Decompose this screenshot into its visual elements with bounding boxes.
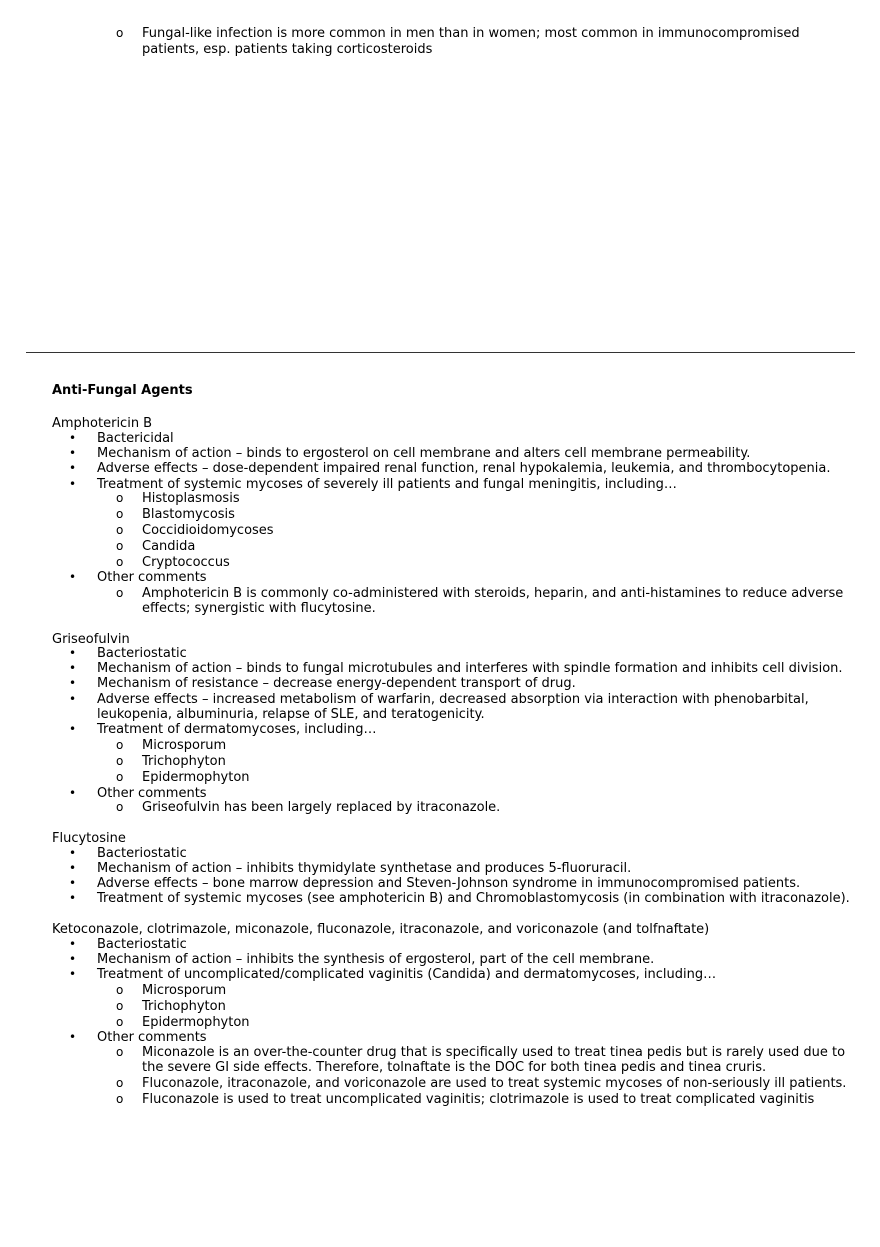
item-text: Adverse effects – bone marrow depression and Steven-Johnson syndrome in immunocompromised patients. — [97, 876, 801, 891]
bullet-icon: • — [69, 661, 77, 675]
item-text: Mechanism of action – binds to ergosterol on cell membrane and alters cell membrane permeability. — [97, 446, 751, 461]
bullet-icon: • — [69, 786, 77, 800]
item-text: Miconazole is an over-the-counter drug that is specifically used to treat tinea pedis but is rarely used due to — [142, 1045, 846, 1060]
bullet-icon: • — [69, 952, 77, 966]
circle-bullet-icon: o — [116, 800, 124, 814]
item-text: Mechanism of resistance – decrease energy-dependent transport of drug. — [97, 676, 576, 691]
item-text: Treatment of systemic mycoses of severely ill patients and fungal meningitis, including… — [97, 477, 677, 492]
item-text: Mechanism of action – inhibits thymidylate synthetase and produces 5-fluoruracil. — [97, 861, 632, 876]
item-text: Epidermophyton — [142, 1015, 250, 1030]
item-text: Treatment of systemic mycoses (see amphotericin B) and Chromoblastomycosis (in combination with itraconazole). — [97, 891, 850, 906]
circle-bullet-icon: o — [116, 1045, 124, 1059]
item-text: Bactericidal — [97, 431, 174, 446]
item-text: Griseofulvin has been largely replaced by itraconazole. — [142, 800, 501, 815]
item-text: Fluconazole, itraconazole, and voriconazole are used to treat systemic mycoses of non-seriously ill patients. — [142, 1076, 847, 1091]
bullet-icon: • — [69, 722, 77, 736]
circle-bullet-icon: o — [116, 1076, 124, 1090]
circle-bullet-icon: o — [116, 1092, 124, 1106]
bullet-icon: • — [69, 570, 77, 584]
item-text: Mechanism of action – binds to fungal microtubules and interferes with spindle formation and inhibits cell division. — [97, 661, 843, 676]
circle-bullet-icon: o — [116, 1015, 124, 1029]
circle-bullet-icon: o — [116, 983, 124, 997]
item-text: Treatment of uncomplicated/complicated vaginitis (Candida) and dermatomycoses, including… — [97, 967, 717, 982]
item-text: leukopenia, albuminuria, relapse of SLE, and teratogenicity. — [97, 707, 485, 722]
item-text: Coccidioidomycoses — [142, 523, 274, 538]
bullet-icon: • — [69, 846, 77, 860]
divider — [26, 352, 855, 353]
item-text: Candida — [142, 539, 196, 554]
circle-bullet-icon: o — [116, 507, 124, 521]
circle-bullet-icon: o — [116, 523, 124, 537]
bullet-icon: • — [69, 1030, 77, 1044]
item-text: Adverse effects – increased metabolism of warfarin, decreased absorption via interaction with phenobarbital, — [97, 692, 809, 707]
item-text: Trichophyton — [142, 999, 226, 1014]
item-text: Bacteriostatic — [97, 937, 187, 952]
bullet-icon: • — [69, 446, 77, 460]
item-text: Cryptococcus — [142, 555, 230, 570]
circle-bullet-icon: o — [116, 491, 124, 505]
item-text: Histoplasmosis — [142, 491, 240, 506]
circle-bullet-icon: o — [116, 999, 124, 1013]
item-text: Other comments — [97, 786, 207, 801]
circle-bullet-icon: o — [116, 555, 124, 569]
bullet-icon: • — [69, 431, 77, 445]
item-text: Fluconazole is used to treat uncomplicated vaginitis; clotrimazole is used to treat complicated vaginitis — [142, 1092, 815, 1107]
item-text: Bacteriostatic — [97, 646, 187, 661]
bullet-icon: • — [69, 861, 77, 875]
bullet-icon: • — [69, 477, 77, 491]
bullet-icon: • — [69, 646, 77, 660]
item-text: Microsporum — [142, 983, 227, 998]
item-text: patients, esp. patients taking corticosteroids — [142, 42, 433, 57]
bullet-icon: • — [69, 967, 77, 981]
item-text: Epidermophyton — [142, 770, 250, 785]
item-text: Adverse effects – dose-dependent impaired renal function, renal hypokalemia, leukemia, and thrombocytopenia. — [97, 461, 831, 476]
item-text: Microsporum — [142, 738, 227, 753]
circle-bullet-icon: o — [116, 586, 124, 600]
bullet-icon: • — [69, 876, 77, 890]
circle-bullet-icon: o — [116, 539, 124, 553]
bullet-icon: • — [69, 937, 77, 951]
item-text: Other comments — [97, 1030, 207, 1045]
item-text: Other comments — [97, 570, 207, 585]
circle-bullet-icon: o — [116, 738, 124, 752]
bullet-icon: • — [69, 891, 77, 905]
item-text: Treatment of dermatomycoses, including… — [97, 722, 377, 737]
item-text: effects; synergistic with flucytosine. — [142, 601, 376, 616]
item-text: Bacteriostatic — [97, 846, 187, 861]
item-text: Blastomycosis — [142, 507, 235, 522]
item-text: the severe GI side effects. Therefore, tolnaftate is the DOC for both tinea pedis and tinea cruris. — [142, 1060, 767, 1075]
item-text: Trichophyton — [142, 754, 226, 769]
item-text: Mechanism of action – inhibits the synthesis of ergosterol, part of the cell membrane. — [97, 952, 655, 967]
circle-bullet-icon: o — [116, 754, 124, 768]
item-text: Fungal-like infection is more common in men than in women; most common in immunocompromised — [142, 26, 800, 41]
bullet-icon: • — [69, 692, 77, 706]
bullet-icon: • — [69, 676, 77, 690]
item-text: Amphotericin B is commonly co-administered with steroids, heparin, and anti-histamines to reduce adverse — [142, 586, 844, 601]
circle-bullet-icon: o — [116, 26, 124, 40]
bullet-icon: • — [69, 461, 77, 475]
document-page: o Fungal-like infection is more common in men than in women; most common in immunocompromised patients, esp. patients taking corticosteroids Anti-Fungal Agents Amphotericin B • Bactericidal • Mechanism of action – binds to ergosterol on cell membrane and alters cell membrane permeability. • Adverse effects – dose-dependent impaired renal function, renal hypokalemia, leukemia, and thrombocytopenia. • Treatment of systemic mycoses of severely ill patients and fungal meningitis, including… o Histoplasmosis o Blastomycosis o Coccidioidomycoses o Candida o Cryptococcus • Other comments o Amphotericin B is commonly co-administered with steroids, heparin, and anti-histamines to reduce adverse effects; synergistic with flucytosine. Griseofulvin • Bacteriostatic • Mechanism of action – binds to fungal microtubules and interferes with spindle formation and inhibits cell division. • Mechanism of resistance – decrease energy-dependent transport of drug. • Adverse effects – increased metabolism of warfarin, decreased absorption via interaction with phenobarbital, leukopenia, albuminuria, relapse of SLE, and teratogenicity. • Treatment of dermatomycoses, including… o Microsporum o Trichophyton o Epidermophyton • Other comments o Griseofulvin has been largely replaced by itraconazole. Flucytosine • Bacteriostatic • Mechanism of action – inhibits thymidylate synthetase and produces 5-fluoruracil. • Adverse effects – bone marrow depression and Steven-Johnson syndrome in immunocompromised patients. • Treatment of systemic mycoses (see amphotericin B) and Chromoblastomycosis (in combination with itraconazole). Ketoconazole, clotrimazole, miconazole, fluconazole, itraconazole, and voriconazole (and tolfnaftate) • Bacteriostatic • Mechanism of action – inhibits the synthesis of ergosterol, part of the cell membrane. • Treatment of uncomplicated/complicated vaginitis (Candida) and dermatomycoses, including… o Microsporum o Trichophyton o Epidermophyton • Other comments o Miconazole is an over-the-counter drug that is specifically used to treat tinea pedis but is rarely used due to the severe GI side effects. Therefore, tolnaftate is the DOC for both tinea pedis and tinea cruris. o Fluconazole, itraconazole, and voriconazole are used to treat systemic mycoses of non-seriously ill patients. o Fluconazole is used to treat uncomplicated vaginitis; clotrimazole is used to treat complicated vaginitis — [0, 0, 880, 1247]
circle-bullet-icon: o — [116, 770, 124, 784]
